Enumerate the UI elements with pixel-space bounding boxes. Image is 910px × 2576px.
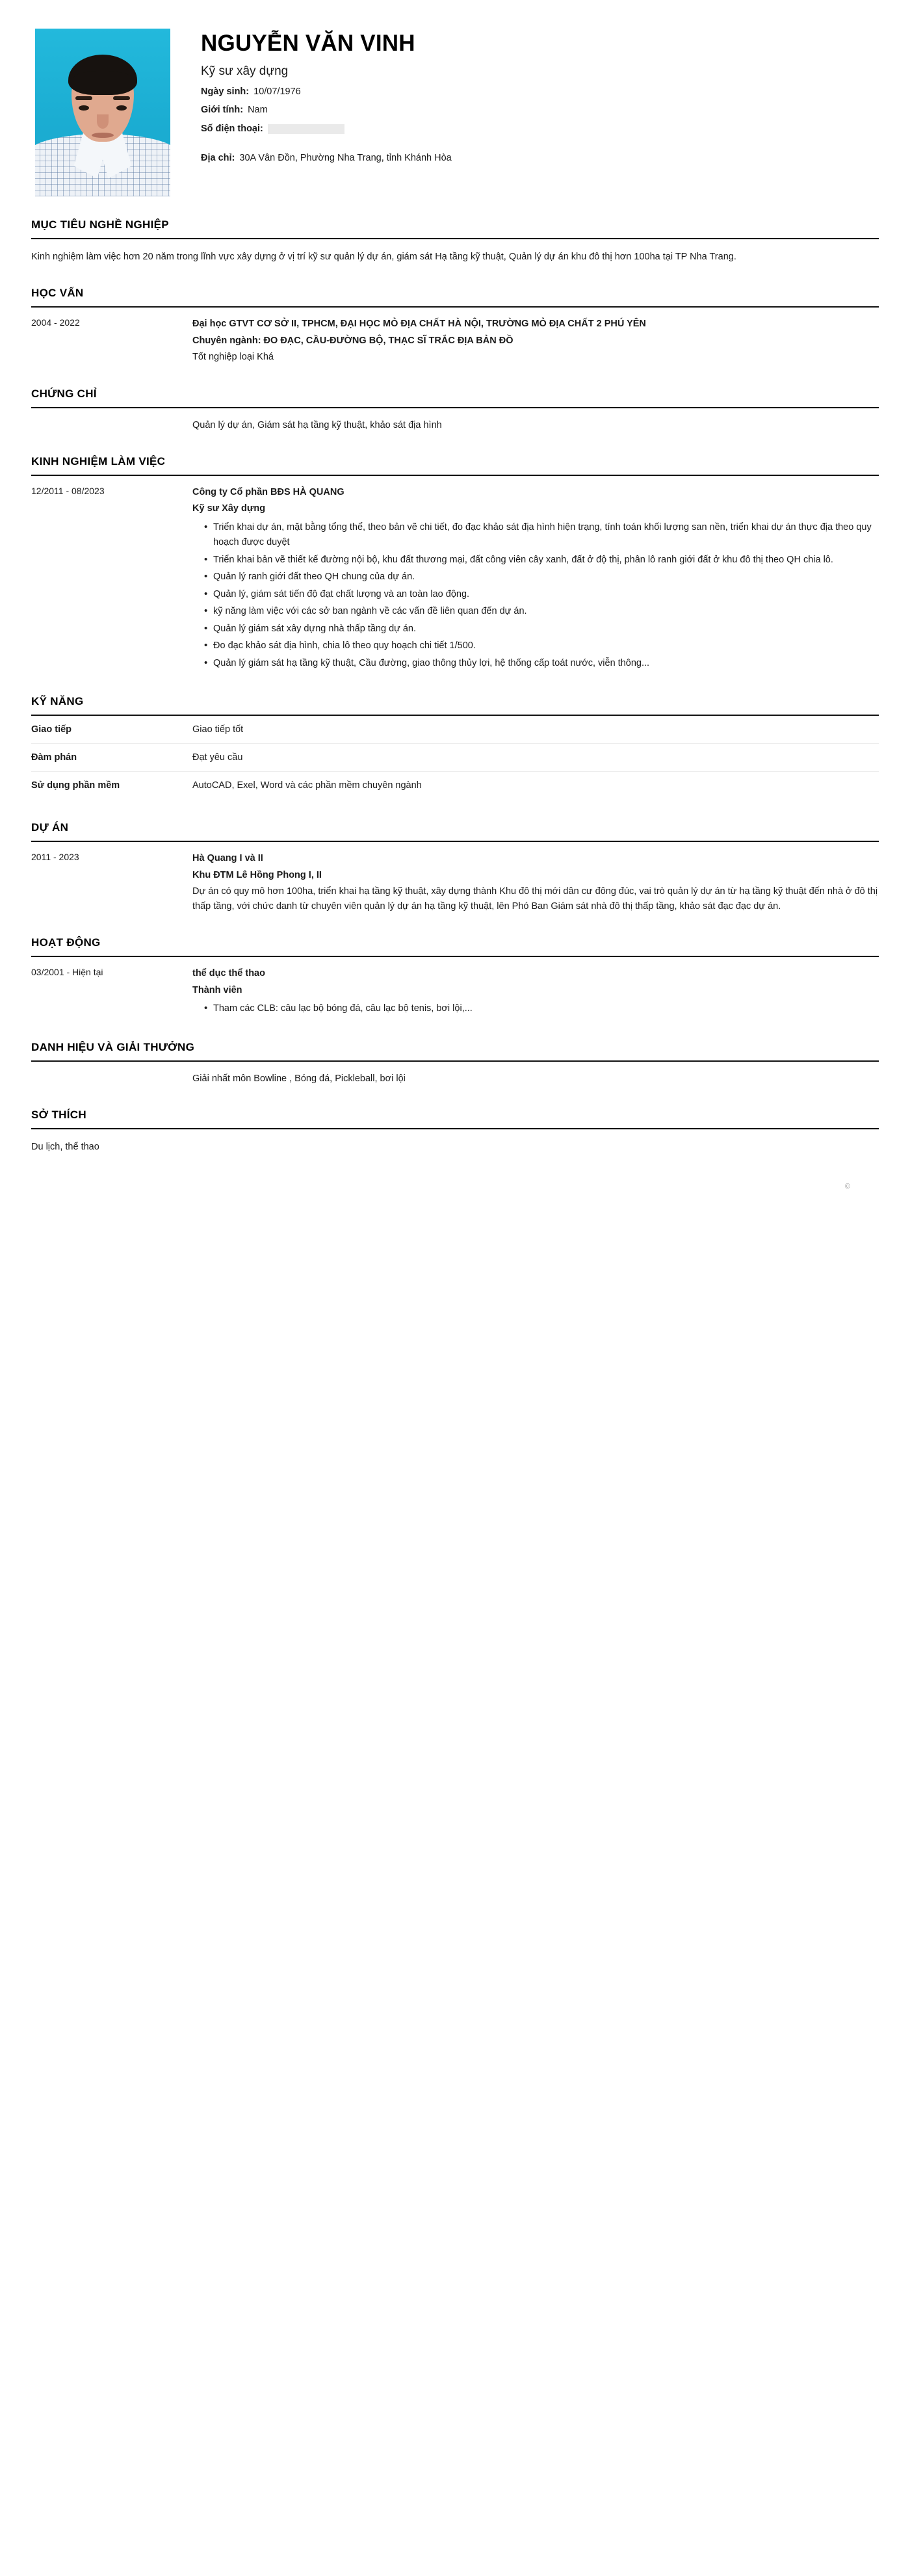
dob-row — [201, 86, 452, 99]
bullet-item: • kỹ năng làm việc với các sở ban ngành về các vấn đề liên quan đến dự án. — [204, 604, 879, 619]
skill-row — [31, 772, 879, 799]
section-certificates — [31, 388, 879, 433]
section-awards — [31, 1041, 879, 1086]
gender-value: Nam — [248, 105, 268, 116]
bullet-item: • Đo đạc khảo sát địa hình, chia lô theo quy hoạch chi tiết 1/500. — [204, 638, 879, 653]
section-objective — [31, 218, 879, 265]
skill-value: Đạt yêu cầu — [192, 752, 243, 763]
section-title-objective: MỤC TIÊU NGHỀ NGHIỆP — [31, 218, 169, 231]
awards-text: Giải nhất môn Bowline , Bóng đá, Pickleball, bơi lội — [192, 1073, 406, 1084]
experience-details — [192, 485, 879, 673]
photo-nose — [97, 114, 109, 129]
activity-org: thể dục thể thao — [192, 968, 265, 979]
section-title-awards: DANH HIỆU VÀ GIẢI THƯỞNG — [31, 1040, 195, 1053]
education-details — [192, 317, 879, 365]
education-major: Chuyên ngành: ĐO ĐẠC, CẦU-ĐƯỜNG BỘ, THẠC SĨ TRẮC ĐỊA BẢN ĐỒ — [192, 335, 514, 346]
bullet-item: • Quản lý giám sát hạ tầng kỹ thuật, Cầu đường, giao thông thủy lợi, hệ thống cấp toát nước, viễn thông... — [204, 656, 879, 671]
gender-row — [201, 104, 452, 117]
skill-name: Sử dụng phần mềm — [31, 780, 120, 791]
project-entry — [31, 842, 879, 914]
portrait-photo — [35, 29, 170, 196]
objective-body — [31, 239, 879, 265]
cv-page — [0, 0, 910, 1190]
section-title-hobbies: SỞ THÍCH — [31, 1109, 86, 1122]
candidate-job-title: Kỹ sư xây dựng — [201, 64, 289, 78]
section-hobbies — [31, 1109, 879, 1155]
photo-eyebrow-left — [75, 96, 92, 100]
address-label: Địa chỉ: — [201, 153, 235, 164]
experience-bullet-list — [192, 520, 879, 671]
address-value: 30A Vân Đồn, Phường Nha Trang, tỉnh Khánh Hòa — [239, 153, 452, 164]
photo-eye-left — [79, 105, 89, 111]
photo-container — [31, 29, 171, 196]
dob-label: Ngày sinh: — [201, 86, 250, 97]
project-date: 2011 - 2023 — [31, 852, 79, 863]
skill-name: Giao tiếp — [31, 724, 72, 735]
hobbies-text: Du lịch, thể thao — [31, 1142, 99, 1153]
hobbies-body — [31, 1129, 879, 1155]
project-description: Dự án có quy mô hơn 100ha, triển khai hạ tầng kỹ thuật, xây dựng thành Khu đô thị mới dân cư đông đúc, vai trò quản lý dự án từ hạ tầng kỹ thuật đến nhà ở đô thị thấp tầng, với chức danh từ chuyên viên quản lý dự án hạ tầng kỹ thuật, lên Phó Ban Giám sát nhà đô thị thấp tầng, khảo sát đạc đạc dự án. — [192, 886, 878, 912]
dob-value: 10/07/1976 — [254, 86, 301, 97]
address-row — [201, 152, 452, 165]
section-experience — [31, 455, 879, 673]
experience-company: Công ty Cổ phần BĐS HÀ QUANG — [192, 486, 344, 497]
bullet-item: • Triển khai bản vẽ thiết kế đường nội bộ, khu đất thương mại, đất công viên cây xanh, đất ở độ thị, phân lô ranh giới đất ở khu đô thị theo QH chia lô. — [204, 553, 879, 568]
candidate-name: NGUYỄN VĂN VINH — [201, 31, 415, 56]
skill-row — [31, 716, 879, 744]
education-date: 2004 - 2022 — [31, 317, 80, 328]
education-school: Đại học GTVT CƠ SỞ II, TPHCM, ĐẠI HỌC MỎ ĐỊA CHẤT HÀ NỘI, TRƯỜNG MỎ ĐỊA CHẤT 2 PHÚ YÊN — [192, 319, 646, 330]
photo-eye-right — [116, 105, 127, 111]
section-skills — [31, 695, 879, 799]
activity-entry — [31, 957, 879, 1018]
education-entry — [31, 308, 879, 365]
skill-value: AutoCAD, Exel, Word và các phần mềm chuyên ngành — [192, 780, 422, 791]
gender-label: Giới tính: — [201, 105, 244, 116]
certificates-text: Quản lý dự án, Giám sát hạ tầng kỹ thuật, khảo sát địa hình — [192, 419, 442, 430]
section-title-skills: KỸ NĂNG — [31, 695, 84, 708]
identity-block — [201, 29, 452, 171]
cv-header — [31, 0, 879, 196]
section-title-experience: KINH NGHIỆM LÀM VIỆC — [31, 454, 166, 467]
bullet-item: • Tham các CLB: câu lạc bộ bóng đá, câu lạc bộ tenis, bơi lội,... — [204, 1001, 879, 1016]
experience-role: Kỹ sư Xây dựng — [192, 503, 266, 514]
project-name-secondary: Khu ĐTM Lê Hồng Phong I, II — [192, 869, 322, 880]
activity-date: 03/2001 - Hiện tại — [31, 967, 103, 978]
photo-eyebrow-right — [113, 96, 130, 100]
education-result: Tốt nghiệp loại Khá — [192, 352, 274, 363]
activity-bullet-list — [192, 1001, 879, 1016]
section-title-education: HỌC VẤN — [31, 287, 84, 300]
section-education — [31, 287, 879, 365]
copyright-mark: © — [844, 1182, 850, 1190]
section-projects — [31, 821, 879, 914]
skill-row — [31, 744, 879, 772]
photo-mouth — [92, 133, 114, 138]
project-name-primary: Hà Quang I và II — [192, 853, 263, 864]
section-activities — [31, 936, 879, 1018]
section-title-certificates: CHỨNG CHỈ — [31, 387, 97, 400]
phone-redacted-bar — [268, 124, 344, 134]
phone-row — [201, 123, 452, 136]
section-title-projects: DỰ ÁN — [31, 821, 69, 834]
activity-details — [192, 966, 879, 1018]
bullet-item: • Quản lý giám sát xây dựng nhà thấp tầng dự án. — [204, 622, 879, 637]
phone-label: Số điện thoại: — [201, 123, 263, 134]
skill-name: Đàm phán — [31, 752, 77, 763]
bullet-item: • Quản lý ranh giới đất theo QH chung của dự án. — [204, 570, 879, 585]
skill-value: Giao tiếp tốt — [192, 724, 244, 735]
bullet-item: • Triển khai dự án, mặt bằng tổng thể, theo bản vẽ chi tiết, đo đạc khảo sát địa hình hiện trạng, tính toán khối lượng san nền, triển khai dự án thực địa theo quy hoạch được duyệt — [204, 520, 879, 551]
bullet-item: • Quản lý, giám sát tiến độ đạt chất lượng và an toàn lao động. — [204, 587, 879, 602]
activity-role: Thành viên — [192, 984, 242, 995]
experience-date: 12/2011 - 08/2023 — [31, 485, 105, 496]
section-title-activities: HOẠT ĐỘNG — [31, 936, 101, 949]
skills-table — [31, 716, 879, 799]
objective-text: Kinh nghiệm làm việc hơn 20 năm trong lĩnh vực xây dựng ở vị trí kỹ sư quản lý dự án, giám sát Hạ tầng kỹ thuật, Quản lý dự án khu đô thị hơn 100ha tại TP Nha Trang. — [31, 252, 736, 262]
experience-entry — [31, 476, 879, 673]
project-details — [192, 851, 879, 914]
